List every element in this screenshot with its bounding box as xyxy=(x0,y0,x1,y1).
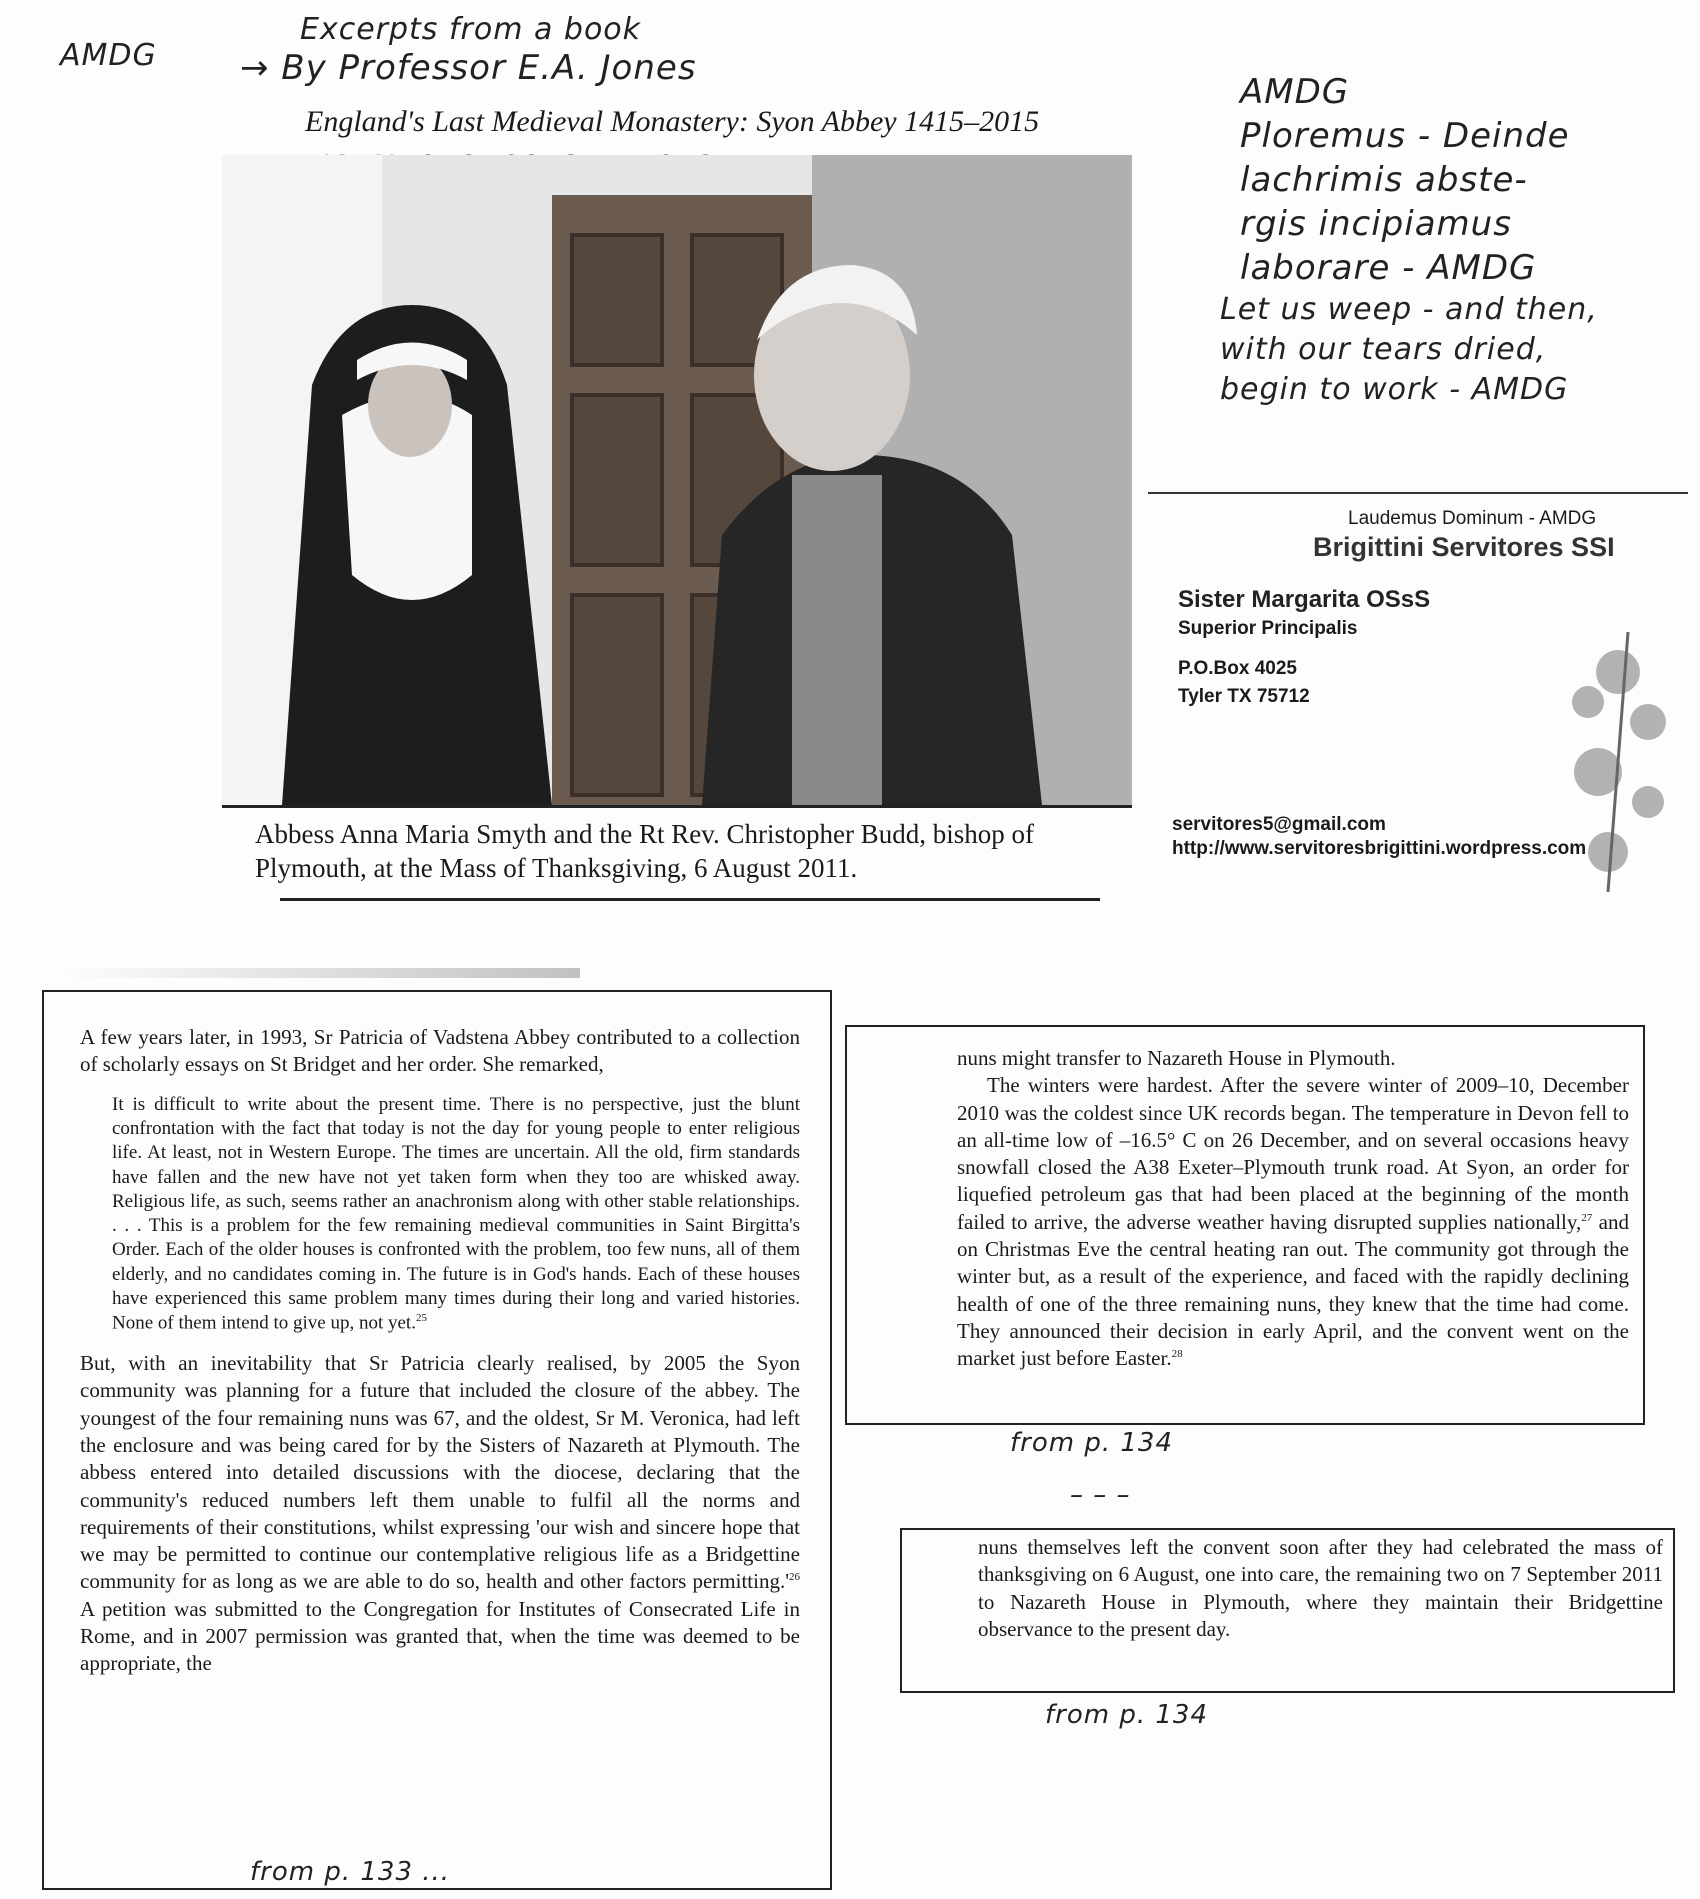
footnote-ref: 26 xyxy=(789,1571,800,1584)
note-line: AMDG xyxy=(1240,72,1350,112)
excerpt-page-134-b xyxy=(900,1528,1675,1693)
note-line: laborare - AMDG xyxy=(1240,248,1537,288)
footnote-ref: 28 xyxy=(1171,1348,1183,1361)
photo-caption: Abbess Anna Maria Smyth and the Rt Rev. Christopher Budd, bishop of Plymouth, at the Mass of Thanksgiving, 6 August 2011. xyxy=(255,819,1034,883)
note-line: begin to work - AMDG xyxy=(1220,372,1569,407)
excerpt-page-133 xyxy=(42,990,832,1890)
block-quote-text: It is difficult to write about the present time. There is no perspective, just the blunt confrontation with the fact that today is not the day for young people to enter religious life. At least, not in Western Europe. The times are uncertain. All the old, firm standards have fallen and the new have not yet taken form when they too are whisked away. Religious life, as such, seems rather an anachronism along with other stable relationships. . . . This is a problem for the few remaining medieval communities in Saint Birgitta's Order. Each of the older houses is confronted with the problem, too few nuns, all of them elderly, and no candidates coming in. The future is in God's hands. Each of these houses have experienced this same problem many times during their long and varied histories. None of them intend to give up, not yet. xyxy=(112,1093,800,1334)
card-email: servitores5@gmail.com xyxy=(1172,814,1386,835)
card-motto: Laudemus Dominum - AMDG xyxy=(1348,508,1597,529)
note-line: Let us weep - and then, xyxy=(1220,292,1598,327)
footnote-ref: 27 xyxy=(1581,1211,1593,1224)
handwritten-right-note xyxy=(1220,70,1690,410)
excerpt-body-part1: But, with an inevitability that Sr Patricia clearly realised, by 2005 the Syon community was planning for a future that included the closure of the abbey. The youngest of the four remaining nuns was 67, and the oldest, Sr M. Veronica, had left the enclosure and was being cared for by the Sisters of Nazareth at Plymouth. The abbess entered into detailed discussions with the diocese, declaring that the community's reduced numbers left them unable to fulfil all the norms and requirements of their constitutions, whilst expressing 'our wish and sincere hope that we may be permitted to continue our contemplative religious life as a Bridgettine community for as long as we are able to do so, health and other factors permitting.' xyxy=(80,1351,800,1594)
excerpt-right-line1: nuns might transfer to Nazareth House in Plymouth. xyxy=(957,1046,1396,1070)
card-address-line1: P.O.Box 4025 xyxy=(1178,658,1298,679)
block-quote xyxy=(112,1093,800,1336)
note-line: with our tears dried, xyxy=(1220,332,1547,367)
handwritten-excerpts-line2: → By Professor E.A. Jones xyxy=(240,48,697,88)
note-line: Ploremus - Deinde xyxy=(1240,116,1570,156)
excerpt-intro: A few years later, in 1993, Sr Patricia of Vadstena Abbey contributed to a collection of scholarly essays on St Bridget and her order. She remarked, xyxy=(80,1025,800,1077)
caption-rule xyxy=(280,898,1100,901)
photo-abbess-and-bishop xyxy=(222,155,1132,808)
excerpt-body xyxy=(80,1350,800,1678)
card-organization: Brigittini Servitores SSI xyxy=(1313,532,1615,562)
handwritten-dashes: – – – xyxy=(1070,1480,1131,1510)
photo-illustration xyxy=(222,155,1132,805)
handwritten-from-p134-b: from p. 134 xyxy=(1045,1700,1209,1730)
business-card xyxy=(1148,492,1688,892)
excerpt-right-text-a: The winters were hardest. After the severe winter of 2009–10, December 2010 was the coldest since UK records began. The temperature in Devon fell to an all-time low of –16.5° C on 26 December, and on several occasions heavy snowfall closed the A38 Exeter–Plymouth trunk road. At Syon, an order for liquefied petroleum gas that had been placed at the beginning of the month failed to arrive, the adverse weather having disrupted supplies nationally, xyxy=(957,1073,1629,1234)
excerpt-body-part2: A petition was submitted to the Congregation for Institutes of Consecrated Life in Rome, and in 2007 permission was granted that, when the time was deemed to be appropriate, the xyxy=(80,1596,800,1676)
card-top-rule xyxy=(1148,492,1688,494)
excerpt-right-paragraph xyxy=(957,1072,1629,1372)
handwritten-from-p134-a: from p. 134 xyxy=(1010,1428,1174,1458)
excerpt-right-text-b: and on Christmas Eve the central heating ran out. The community got through the winter but, as a result of the experience, and faced with the rapidly declining health of one of the three remaining nuns, they knew that the time had come. They announced their decision in early April, and the convent went on the market just before Easter. xyxy=(957,1209,1629,1371)
card-role: Superior Principalis xyxy=(1178,618,1358,639)
book-title: England's Last Medieval Monastery: Syon Abbey 1415–2015 xyxy=(305,105,1040,138)
handwritten-excerpts-line1: Excerpts from a book xyxy=(300,12,642,47)
card-website: http://www.servitoresbrigittini.wordpress.com xyxy=(1172,838,1587,859)
card-name: Sister Margarita OSsS xyxy=(1178,586,1431,613)
scan-shadow xyxy=(60,968,580,978)
excerpt-page-134-a xyxy=(845,1025,1645,1425)
note-line: rgis incipiamus xyxy=(1240,204,1512,244)
handwritten-amdg: AMDG xyxy=(60,38,157,73)
card-address-line2: Tyler TX 75712 xyxy=(1178,686,1310,707)
footnote-ref: 25 xyxy=(415,1312,427,1325)
excerpt-right2-text: nuns themselves left the convent soon after they had celebrated the mass of thanksgiving on 6 August, one into care, the remaining two on 7 September 2011 to Nazareth House in Plymouth, where they maintain their Bridgettine observance to the present day. xyxy=(978,1535,1663,1641)
note-line: lachrimis abste- xyxy=(1240,160,1528,200)
handwritten-from-p133: from p. 133 ... xyxy=(250,1857,451,1887)
